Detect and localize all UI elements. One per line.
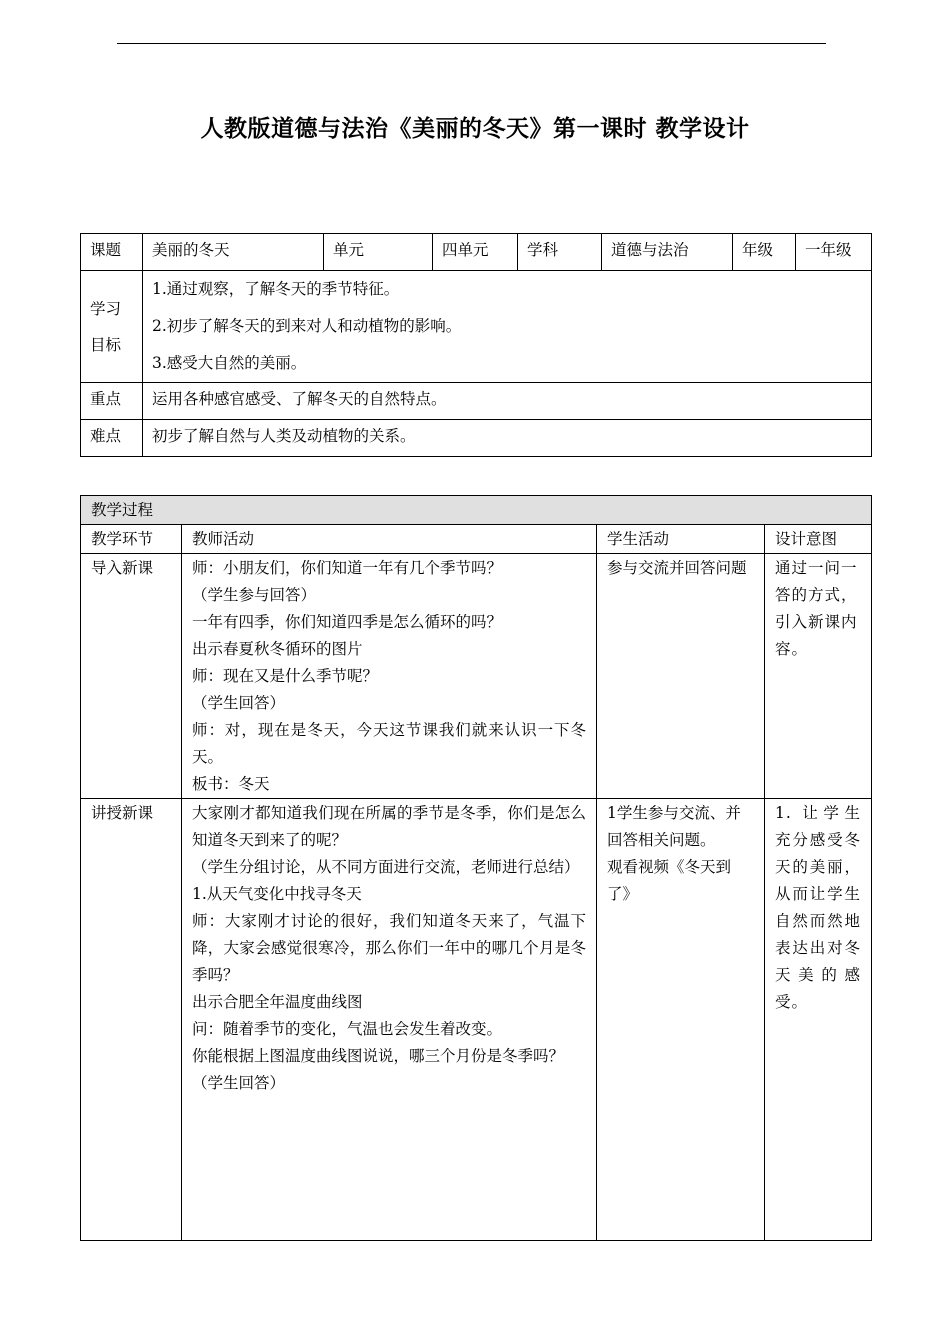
page-title: 人教版道德与法治《美丽的冬天》第一课时 教学设计	[200, 116, 750, 142]
design-intent-cell: 1. 让学生充分感受冬天的美丽，从而让学生自然而然地表达出对冬天美的感受。	[765, 799, 872, 1241]
teacher-line: 1.从天气变化中找寻冬天	[192, 885, 362, 903]
teacher-line: 板书：冬天	[192, 775, 270, 793]
info-row-difficulty	[81, 420, 872, 457]
teacher-line: 大家刚才都知道我们现在所属的季节是冬季，你们是怎么知道冬天到来了的呢？	[192, 804, 586, 849]
info-row-key-point	[81, 383, 872, 420]
unit-label: 单元	[324, 234, 433, 271]
difficulty-value: 初步了解自然与人类及动植物的关系。	[143, 420, 872, 457]
grade-value: 一年级	[796, 234, 872, 271]
info-row-basic	[81, 234, 872, 271]
teacher-line: （学生回答）	[192, 694, 286, 712]
goals-label-line2: 目标	[90, 335, 122, 354]
key-point-value: 运用各种感官感受、了解冬天的自然特点。	[143, 383, 872, 420]
stage-cell: 导入新课	[81, 554, 182, 799]
teacher-line: 师：对，现在是冬天，今天这节课我们就来认识一下冬天。	[192, 721, 586, 766]
teacher-line: 出示合肥全年温度曲线图	[192, 993, 363, 1011]
info-row-goals	[81, 271, 872, 383]
teacher-line: 你能根据上图温度曲线图说说，哪三个月份是冬季吗？	[192, 1047, 565, 1065]
grade-label: 年级	[733, 234, 796, 271]
column-header: 学生活动	[597, 525, 765, 554]
teacher-line: （学生分组讨论，从不同方面进行交流，老师进行总结）	[192, 858, 580, 876]
goals-label-line1: 学习	[90, 299, 122, 318]
topic-value: 美丽的冬天	[143, 234, 324, 271]
student-activity-cell	[597, 799, 765, 1241]
header-rule	[117, 43, 826, 44]
process-section-title: 教学过程	[81, 496, 872, 525]
goals-list	[143, 271, 872, 383]
column-header: 设计意图	[765, 525, 872, 554]
stage-cell: 讲授新课	[81, 799, 182, 1241]
teacher-line: 师：大家刚才讨论的很好，我们知道冬天来了，气温下降，大家会感觉很寒冷，那么你们一年中的哪几个月是冬季吗？	[192, 912, 586, 984]
student-line: 观看视频《冬天到了》	[607, 858, 732, 903]
subject-value: 道德与法治	[602, 234, 733, 271]
lesson-info-table	[80, 233, 872, 457]
teacher-line: 出示春夏秋冬循环的图片	[192, 640, 363, 658]
goals-label	[81, 271, 143, 383]
teacher-line: 一年有四季，你们知道四季是怎么循环的吗？	[192, 613, 503, 631]
teacher-line: 问：随着季节的变化，气温也会发生着改变。	[192, 1020, 503, 1038]
column-header: 教学环节	[81, 525, 182, 554]
process-section-header	[81, 496, 872, 525]
teacher-line: （学生回答）	[192, 1074, 286, 1092]
student-line: 1学生参与交流、并回答相关问题。	[607, 804, 741, 849]
topic-label: 课题	[81, 234, 143, 271]
student-activity-cell	[597, 554, 765, 799]
teaching-process-table	[80, 495, 872, 1241]
goal-item: 2.初步了解冬天的到来对人和动植物的影响。	[152, 317, 462, 335]
goal-item: 3.感受大自然的美丽。	[152, 354, 307, 372]
teacher-line: 师：现在又是什么季节呢？	[192, 667, 379, 685]
teacher-line: （学生参与回答）	[192, 586, 317, 604]
subject-label: 学科	[518, 234, 602, 271]
process-column-headers	[81, 525, 872, 554]
goal-item: 1.通过观察，了解冬天的季节特征。	[152, 280, 400, 298]
key-point-label: 重点	[81, 383, 143, 420]
design-intent-cell: 通过一问一答的方式，引入新课内容。	[765, 554, 872, 799]
column-header: 教师活动	[182, 525, 597, 554]
teacher-activity-cell	[182, 799, 597, 1241]
teacher-activity-cell	[182, 554, 597, 799]
teacher-line: 师：小朋友们，你们知道一年有几个季节吗？	[192, 559, 503, 577]
student-line: 参与交流并回答问题	[607, 559, 747, 577]
process-row-teaching	[81, 799, 872, 1241]
process-row-intro	[81, 554, 872, 799]
difficulty-label: 难点	[81, 420, 143, 457]
unit-value: 四单元	[433, 234, 518, 271]
